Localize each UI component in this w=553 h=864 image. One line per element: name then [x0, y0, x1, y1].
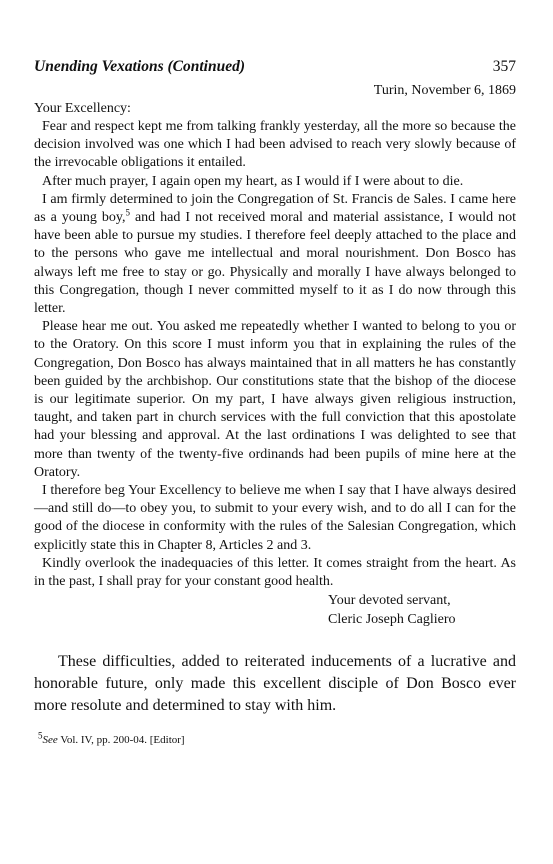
- signature: Cleric Joseph Cagliero: [328, 611, 456, 627]
- footnote: [34, 730, 516, 747]
- letter-salutation: Your Excellency:: [34, 101, 131, 116]
- letter-paragraph: [34, 191, 516, 318]
- footnote-reference: 5: [125, 207, 130, 218]
- letter-paragraph: Fear and respect kept me from talking frankly yesterday, all the more so because the decision involved was one which I had been advised to reach very slowly because of the irrevocable obligations it entailed.: [34, 119, 516, 171]
- paragraph-text: I am firmly determined to join the Congregation of St. Francis de Sales. I came here as a young boy,: [34, 191, 516, 226]
- letter-paragraph: After much prayer, I again open my heart, as I would if I were about to die.: [42, 173, 464, 189]
- letter-paragraph: Kindly overlook the inadequacies of this letter. It comes straight from the heart. As in the past, I shall pray for your constant good health.: [34, 555, 516, 590]
- narrative-paragraph: These difficulties, added to reiterated inducements of a lucrative and honorable future, only made this excellent disciple of Don Bosco ever more resolute and determined to stay with him.: [34, 653, 516, 715]
- letter-paragraph: I therefore beg Your Excellency to believe me when I say that I have always desired—and still do—to obey you, to submit to your every wish, and to do all I can for the good of the diocese in conformity with the rules of the Salesian Congregation, which explicitly state this in Chapter 8, Articles 2 and 3.: [34, 483, 516, 553]
- letter-closing: [328, 592, 516, 629]
- closing-line: Your devoted servant,: [328, 593, 451, 609]
- footnote-text: Vol. IV, pp. 200-04. [Editor]: [57, 734, 185, 747]
- book-page: [34, 58, 516, 747]
- footnote-number: 5: [38, 730, 43, 741]
- letter-paragraph: Please hear me out. You asked me repeatedly whether I wanted to belong to you or to the Oratory. On this score I must inform you that in explaining the rules of the Congregation, Don Bosco has always maintained that in all matters he has constantly been guided by the archbishop. Our constitutions state that the bishop of the diocese is our legitimate superior. On my part, I have always given religious instruction, taught, and taken part in church services with the full conviction that this apostolate had your blessing and approval. At the last ordinations I was delighted to see that more than twenty of the twenty-five ordinands had been pupils of mine here at the Oratory.: [34, 319, 516, 480]
- footnote-see: See: [42, 734, 58, 747]
- running-title: Unending Vexations (Continued): [34, 58, 246, 75]
- page-header: [34, 58, 516, 80]
- page-number: 357: [492, 58, 516, 75]
- paragraph-text: and had I not received moral and material assistance, I would not have been able to pursue my studies. I therefore feel deeply attached to the place and to the persons who gave me intellectual and moral nourishment. Don Bosco has always left me free to stay or go. Physically and morally I have always belonged to this Congregation, though I never committed myself to it as I do now through this letter.: [34, 210, 517, 317]
- letter-dateline: Turin, November 6, 1869: [373, 83, 516, 98]
- letter: [34, 82, 516, 629]
